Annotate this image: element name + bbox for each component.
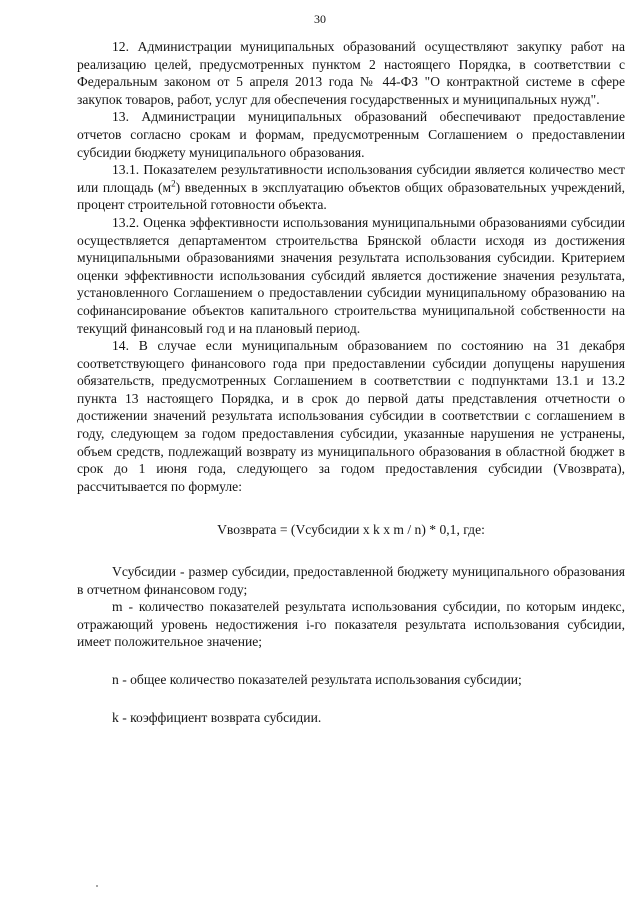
paragraph-14: 14. В случае если муниципальным образованием по состоянию на 31 декабря соответствующего финансового года при предоставлении субсидии допущены нарушения обязательств, предусмотренных Соглашением в соответствии с подпунктами 13.1 и 13.2 пункта 13 настоящего Порядка, и в срок до первой даты представления отчетности о достижении значений результата использования субсидии в соответствии с соглашением в году, следующем за годом предоставления субсидии, указанные нарушения не устранены, объем средств, подлежащий возврату из муниципального образования в областной бюджет в срок до 1 июня года, следующего за годом предоставления субсидии (Vвозврата), рассчитывается по формуле: (77, 338, 625, 494)
square-superscript: 2 (171, 178, 176, 189)
refund-formula: Vвозврата = (Vсубсидии x k x m / n) * 0,1, где: (217, 522, 485, 538)
page-number: 30 (314, 12, 326, 26)
definition-n: n - общее количество показателей результата использования субсидии; (112, 672, 522, 687)
definition-m: m - количество показателей результата использования субсидии, по которым индекс, отражающий уровень недостижения i-го показателя результата использования субсидии, имеет положительное значение; (77, 599, 625, 650)
document-body (77, 38, 625, 726)
scan-speck (96, 885, 98, 887)
paragraph-13-1 (77, 161, 625, 214)
definition-v-subsidy: Vсубсидии - размер субсидии, предоставленной бюджету муниципального образования в отчетном финансовом году; (77, 564, 625, 597)
paragraph-13: 13. Администрации муниципальных образований обеспечивают предоставление отчетов согласно срокам и формам, предусмотренным Соглашением о предоставлении субсидии бюджету муниципального образования. (77, 109, 625, 160)
paragraph-13-1-text-end: ) введенных в эксплуатацию объектов общих образовательных учреждений, процент строительной готовности объекта. (77, 179, 625, 213)
paragraph-12: 12. Администрации муниципальных образований осуществляют закупку работ на реализацию целей, предусмотренных пунктом 2 настоящего Порядка, в соответствии с Федеральным законом от 5 апреля 2013 года № 44-ФЗ "О контрактной системе в сфере закупок товаров, работ, услуг для обеспечения государственных и муниципальных нужд". (77, 39, 625, 107)
paragraph-13-2: 13.2. Оценка эффективности использования муниципальными образованиями субсидии осуществляется департаментом строительства Брянской области исходя из достижения муниципальными образованиями значения результата использования субсидии. Критерием оценки эффективности использования субсидий является достижение значения результата, установленного Соглашением о предоставлении субсидии муниципальному образованию на софинансирование объектов капитального строительства муниципальной собственности на текущий финансовый год и на плановый период. (77, 214, 625, 336)
definition-k: k - коэффициент возврата субсидии. (112, 709, 322, 725)
paragraph-13-1-text-start: 13.1. Показателем результативности использования субсидии является количество мест или площадь (м (77, 162, 625, 195)
